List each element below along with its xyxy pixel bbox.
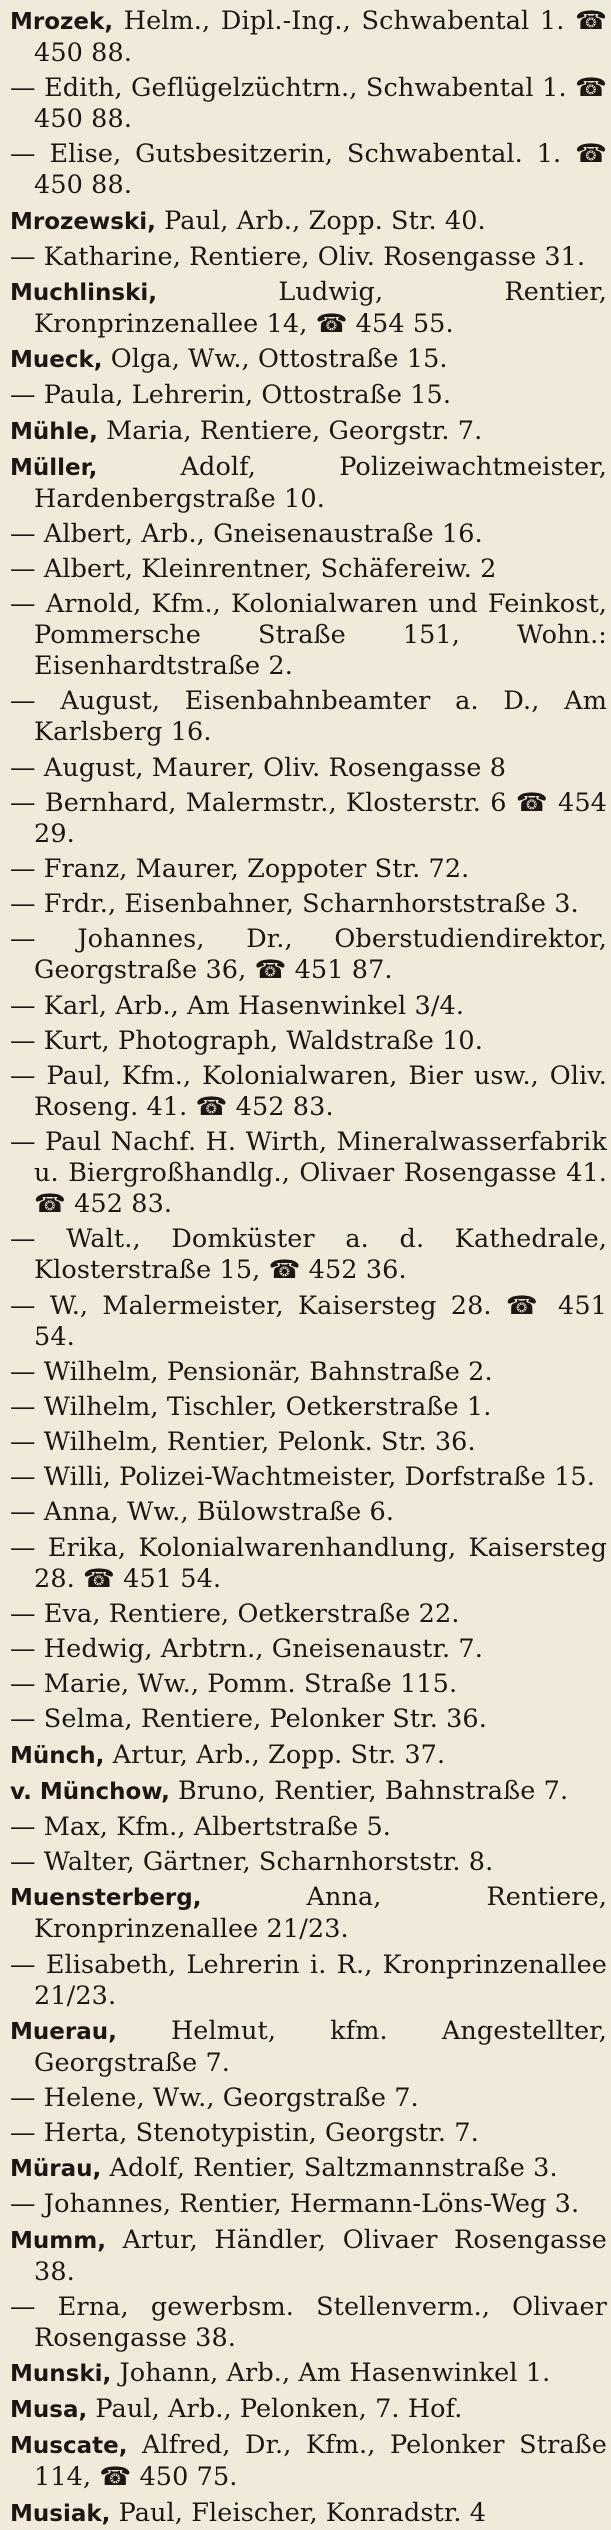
directory-entry [10, 2292, 607, 2354]
entry-details: Paul, Arb., Zopp. Str. 40. [155, 205, 486, 236]
directory-entry [10, 2016, 607, 2079]
entry-details: — Albert, Kleinrentner, Schäfereiw. 2 [10, 554, 497, 585]
entry-details: Adolf, Rentier, Saltzmannstraße 3. [101, 2153, 558, 2184]
directory-entry [10, 1357, 607, 1388]
entry-details: — Paul Nachf. H. Wirth, Mineralwasserfabrik u. Biergroßhandlg., Olivaer Rosengasse 41. ☎ 452 83. [10, 1127, 607, 1220]
directory-entry [10, 1127, 607, 1220]
directory-entry [10, 2394, 607, 2426]
entry-details: — Hedwig, Arbtrn., Gneisenaustr. 7. [10, 1634, 483, 1664]
directory-entry [10, 991, 607, 1022]
entry-details: Adolf, Polizeiwachtmeister, Hardenbergstraße 10. [34, 451, 607, 514]
entry-details: — Paul, Kfm., Kolonialwaren, Bier usw., Oliv. Roseng. 41. ☎ 452 83. [10, 1060, 607, 1122]
entry-details: — Katharine, Rentiere, Oliv. Rosengasse 31. [10, 241, 586, 272]
entry-details: Olga, Ww., Ottostraße 15. [102, 344, 448, 375]
entry-details: Helm., Dipl.-Ing., Schwabental 1. ☎ 450 88. [34, 6, 607, 68]
entry-details: — Walter, Gärtner, Scharnhorststr. 8. [10, 1847, 494, 1878]
entry-details: — Wilhelm, Tischler, Oetkerstraße 1. [10, 1391, 492, 1422]
directory-entry [10, 1950, 607, 2012]
entry-details: — Johannes, Dr., Oberstudiendirektor, Georgstraße 36, ☎ 451 87. [10, 924, 607, 986]
directory-entry [10, 1704, 607, 1735]
directory-entry [10, 73, 607, 135]
directory-entry [10, 1882, 607, 1945]
entry-details: — Anna, Ww., Bülowstraße 6. [10, 1497, 395, 1528]
directory-entry [10, 242, 607, 273]
directory-entry [10, 753, 607, 784]
entry-details: — W., Malermeister, Kaisersteg 28. ☎ 451 54. [10, 1290, 607, 1352]
entry-details: — August, Maurer, Oliv. Rosengasse 8 [10, 752, 507, 783]
directory-entry [10, 519, 607, 550]
directory-entry [10, 554, 607, 585]
entry-details: Johann, Arb., Am Hasenwinkel 1. [111, 2358, 551, 2388]
entry-details: — Walt., Domküster a. d. Kathedrale, Klosterstraße 15, ☎ 452 36. [10, 1224, 607, 1286]
entry-details: — Frdr., Eisenbahner, Scharnhorststraße 3. [10, 889, 579, 920]
entry-details: Paul, Arb., Pelonken, 7. Hof. [87, 2394, 463, 2425]
entry-surname: Mürau, [10, 2156, 102, 2183]
entry-details: Artur, Händler, Olivaer Rosengasse 38. [34, 2224, 607, 2287]
directory-entry [10, 2153, 607, 2185]
entry-details: Alfred, Dr., Kfm., Pelonker Straße 114, ☎ 450 75. [34, 2430, 607, 2493]
entry-details: Artur, Arb., Zopp. Str. 37. [104, 1739, 446, 1770]
entry-details: Bruno, Rentier, Bahnstraße 7. [169, 1775, 569, 1806]
entry-surname: Mueck, [10, 347, 103, 374]
entry-details: — Franz, Maurer, Zoppoter Str. 72. [10, 854, 470, 884]
entry-surname: Muchlinski, [10, 279, 158, 306]
directory-entry [10, 1224, 607, 1286]
directory-entry [10, 1392, 607, 1423]
entry-surname: Muerau, [10, 2018, 117, 2045]
directory-entry [10, 2189, 607, 2220]
entry-details: Paul, Fleischer, Konradstr. 4 [110, 2497, 487, 2528]
entry-surname: Müller, [10, 454, 98, 481]
entry-surname: Mühle, [10, 418, 98, 445]
directory-entry [10, 1776, 607, 1808]
entry-surname: Muensterberg, [10, 1885, 202, 1912]
directory-entry [10, 206, 607, 238]
directory-entry [10, 1497, 607, 1528]
directory-entry [10, 1634, 607, 1665]
directory-entry [10, 2225, 607, 2288]
entry-details: Helmut, kfm. Angestellter, Georgstraße 7. [34, 2015, 607, 2078]
directory-entry [10, 344, 607, 376]
entry-surname: Musa, [10, 2397, 88, 2424]
directory-entry [10, 1812, 607, 1843]
entry-details: — Marie, Ww., Pomm. Straße 115. [10, 1669, 458, 1700]
directory-entry [10, 1669, 607, 1700]
directory-entry [10, 2498, 607, 2530]
entry-details: — Max, Kfm., Albertstraße 5. [10, 1811, 392, 1842]
entry-surname: v. Münchow, [10, 1778, 170, 1805]
directory-entry [10, 788, 607, 850]
entry-details: — Erika, Kolonialwarenhandlung, Kaisersteg 28. ☎ 451 54. [10, 1532, 607, 1594]
entry-details: — Helene, Ww., Georgstraße 7. [10, 2082, 419, 2113]
directory-entry [10, 924, 607, 986]
entry-details: — Erna, gewerbsm. Stellenverm., Olivaer Rosengasse 38. [10, 2291, 607, 2353]
entry-details: — August, Eisenbahnbeamter a. D., Am Karlsberg 16. [10, 686, 607, 748]
directory-entry [10, 452, 607, 515]
entry-details: — Eva, Rentiere, Oetkerstraße 22. [10, 1598, 460, 1629]
directory-entry [10, 6, 607, 69]
entry-details: — Kurt, Photograph, Waldstraße 10. [10, 1025, 483, 1056]
directory-entry [10, 1847, 607, 1878]
directory-entry [10, 139, 607, 201]
entry-details: — Elise, Gutsbesitzerin, Schwabental. 1. ☎ 450 88. [10, 139, 607, 201]
entry-details: — Wilhelm, Rentier, Pelonk. Str. 36. [10, 1427, 476, 1458]
directory-entry [10, 889, 607, 920]
entry-details: — Elisabeth, Lehrerin i. R., Kronprinzenallee 21/23. [10, 1949, 607, 2011]
directory-entry [10, 277, 607, 340]
entry-details: — Paula, Lehrerin, Ottostraße 15. [10, 380, 452, 411]
entry-details: — Selma, Rentiere, Pelonker Str. 36. [10, 1704, 487, 1735]
entry-details: — Albert, Arb., Gneisenaustraße 16. [10, 518, 483, 549]
directory-entry [10, 854, 607, 885]
directory-entry [10, 1599, 607, 1630]
directory-entry [10, 1462, 607, 1493]
directory-entry [10, 2083, 607, 2114]
directory-entry [10, 1427, 607, 1458]
directory-entry [10, 416, 607, 448]
entry-details: Anna, Rentiere, Kronprinzenallee 21/23. [34, 1882, 607, 1945]
entry-details: — Arnold, Kfm., Kolonialwaren und Feinkost, Pommersche Straße 151, Wohn.: Eisenhardtstraße 2. [10, 589, 607, 682]
directory-entry [10, 1061, 607, 1123]
directory-entry [10, 1533, 607, 1595]
entry-surname: Musiak, [10, 2500, 111, 2527]
entry-details: — Karl, Arb., Am Hasenwinkel 3/4. [10, 990, 465, 1021]
entry-details: — Wilhelm, Pensionär, Bahnstraße 2. [10, 1356, 493, 1387]
entry-details: — Edith, Geflügelzüchtrn., Schwabental 1. ☎ 450 88. [10, 73, 607, 135]
directory-entry [10, 380, 607, 411]
entry-surname: Mrozek, [10, 9, 114, 35]
entry-details: — Bernhard, Malermstr., Klosterstr. 6 ☎ 454 29. [10, 787, 607, 849]
directory-entry [10, 686, 607, 748]
entry-details: — Herta, Stenotypistin, Georgstr. 7. [10, 2118, 479, 2149]
directory-entry [10, 1291, 607, 1353]
directory-entry [10, 2430, 607, 2493]
directory-entry [10, 2118, 607, 2149]
directory-entry [10, 1026, 607, 1057]
entry-surname: Muscate, [10, 2433, 128, 2460]
entry-surname: Munski, [10, 2361, 112, 2387]
entry-surname: Mumm, [10, 2227, 106, 2254]
directory-entry [10, 2358, 607, 2390]
entry-details: — Willi, Polizei-Wachtmeister, Dorfstraße 15. [10, 1462, 595, 1493]
directory-entry [10, 1740, 607, 1772]
directory-entry [10, 589, 607, 682]
entry-details: Maria, Rentiere, Georgstr. 7. [97, 415, 483, 446]
entry-surname: Mrozewski, [10, 208, 156, 235]
entry-details: Ludwig, Rentier, Kronprinzenallee 14, ☎ 454 55. [34, 276, 607, 339]
entry-details: — Johannes, Rentier, Hermann-Löns-Weg 3. [10, 2189, 580, 2220]
entry-surname: Münch, [10, 1742, 105, 1769]
